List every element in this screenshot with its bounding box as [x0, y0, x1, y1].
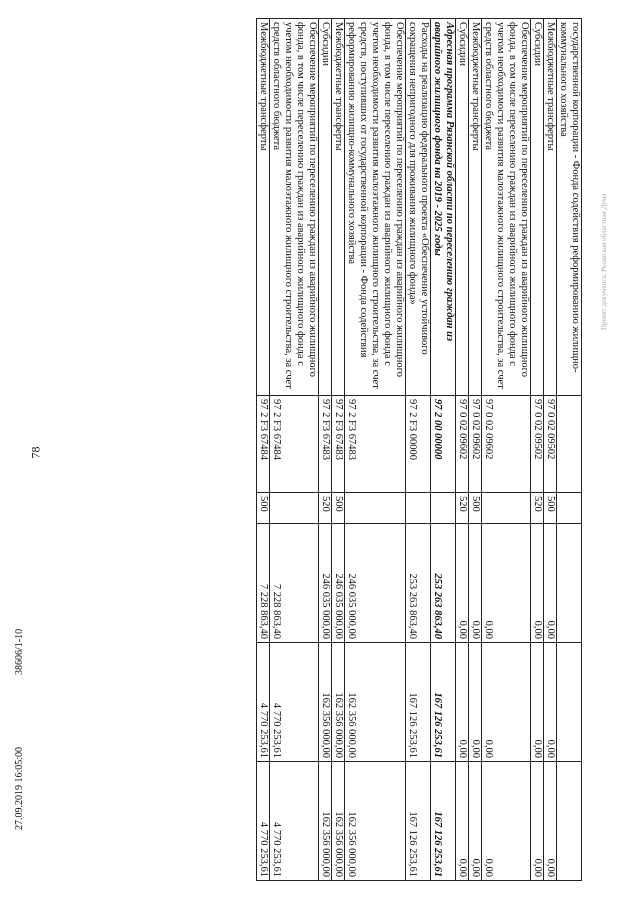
footer-datetime: 27.09.2019 16:05:00	[14, 746, 25, 830]
row-value-2019: 253 263 863,40	[431, 524, 456, 643]
table-row	[557, 19, 582, 881]
page-number: 78	[28, 446, 43, 459]
row-value-2021: 167 126 253,61	[431, 762, 456, 881]
budget-table-rotated	[86, 18, 582, 877]
row-value-2019: 246 035 000,00	[332, 524, 345, 643]
row-vr	[431, 493, 456, 524]
row-name: Субсидии	[319, 19, 332, 396]
row-value-2021: 167 126 253,61	[406, 762, 431, 881]
row-value-2020: 162 356 000,00	[345, 643, 406, 762]
row-name: Межбюджетные трансферты	[544, 19, 557, 396]
row-value-2021: 0,00	[544, 762, 557, 881]
row-name: Расходы на реализацию федерального проекта «Обеспечение устойчивого сокращения непригодного для проживания жилищного фонда»	[406, 19, 431, 396]
row-code: 97 2 F3 67483	[319, 396, 332, 493]
row-vr	[270, 493, 319, 524]
row-value-2020: 162 356 000,00	[332, 643, 345, 762]
row-value-2020: 0,00	[531, 643, 544, 762]
row-vr	[557, 493, 582, 524]
budget-table	[256, 18, 582, 881]
row-value-2021: 162 356 000,00	[345, 762, 406, 881]
row-value-2019	[557, 524, 582, 643]
side-watermark: Проект документа, Рязанская областная Дума	[600, 193, 608, 330]
row-code: 97 2 F3 67484	[270, 396, 319, 493]
row-code: 97 2 F3 00000	[406, 396, 431, 493]
row-code: 97 0 02 09502	[531, 396, 544, 493]
row-vr: 520	[456, 493, 469, 524]
row-value-2019: 246 035 000,00	[345, 524, 406, 643]
row-code	[557, 396, 582, 493]
table-row	[406, 19, 431, 881]
row-name: Субсидии	[456, 19, 469, 396]
row-value-2021: 0,00	[469, 762, 482, 881]
row-value-2019: 0,00	[469, 524, 482, 643]
row-name: Обеспечение мероприятий по переселению граждан из аварийного жилищного фонда, в том числе переселению граждан из аварийного жилищного фонда с учетом необходимости развития малоэтажного жилищного строительства, за счет средств областного бюджета	[482, 19, 531, 396]
row-name: Обеспечение мероприятий по переселению граждан из аварийного жилищного фонда, в том числе переселению граждан из аварийного жилищного фонда с учетом необходимости развития малоэтажного жилищного строительства, за счет средств, поступивших от государственной корпорации - Фонда содействия реформированию жилищно-коммунального хозяйства	[345, 19, 406, 396]
row-code: 97 0 02 09602	[456, 396, 469, 493]
row-value-2019: 0,00	[482, 524, 531, 643]
row-value-2021: 4 770 253,61	[257, 762, 270, 881]
row-vr: 520	[531, 493, 544, 524]
row-value-2021: 0,00	[456, 762, 469, 881]
row-value-2020: 162 356 000,00	[319, 643, 332, 762]
row-code: 97 2 F3 67484	[257, 396, 270, 493]
table-row	[531, 19, 544, 881]
table-row	[431, 19, 456, 881]
row-value-2020: 0,00	[544, 643, 557, 762]
row-name: Межбюджетные трансферты	[469, 19, 482, 396]
row-name: Субсидии	[531, 19, 544, 396]
row-value-2021	[557, 762, 582, 881]
row-value-2020: 4 770 253,61	[257, 643, 270, 762]
row-value-2020: 0,00	[482, 643, 531, 762]
row-value-2021: 0,00	[482, 762, 531, 881]
row-value-2019: 253 263 863,40	[406, 524, 431, 643]
row-name: государственной корпорации - Фонда содействия реформированию жилищно-коммунального хозяйства	[557, 19, 582, 396]
row-code: 97 0 02 09502	[544, 396, 557, 493]
row-value-2021: 4 770 253,61	[270, 762, 319, 881]
row-code: 97 2 F3 67483	[332, 396, 345, 493]
row-vr: 500	[469, 493, 482, 524]
row-code: 97 0 02 09602	[482, 396, 531, 493]
table-row	[319, 19, 332, 881]
row-code: 97 2 F3 67483	[345, 396, 406, 493]
table-row	[332, 19, 345, 881]
table-row	[469, 19, 482, 881]
row-name: Межбюджетные трансферты	[332, 19, 345, 396]
row-vr: 500	[544, 493, 557, 524]
row-vr: 500	[257, 493, 270, 524]
row-name: Обеспечение мероприятий по переселению граждан из аварийного жилищного фонда, в том числе переселению граждан из аварийного жилищного фонда с учетом необходимости развития малоэтажного жилищного строительства, за счет средств областного бюджета	[270, 19, 319, 396]
row-value-2020: 167 126 253,61	[406, 643, 431, 762]
table-row	[270, 19, 319, 881]
row-value-2019: 7 228 863,40	[270, 524, 319, 643]
row-value-2021: 162 356 000,00	[332, 762, 345, 881]
row-code: 97 0 02 09602	[469, 396, 482, 493]
row-vr	[406, 493, 431, 524]
table-row	[544, 19, 557, 881]
row-value-2019: 7 228 863,40	[257, 524, 270, 643]
table-row	[257, 19, 270, 881]
row-value-2019: 0,00	[531, 524, 544, 643]
row-value-2020	[557, 643, 582, 762]
row-name: Адресная программа Рязанской области по переселению граждан из аварийного жилищного фонда на 2019 - 2025 годы	[431, 19, 456, 396]
row-vr: 520	[319, 493, 332, 524]
row-vr	[345, 493, 406, 524]
row-value-2020: 4 770 253,61	[270, 643, 319, 762]
row-vr: 500	[332, 493, 345, 524]
row-value-2020: 0,00	[456, 643, 469, 762]
row-value-2019: 0,00	[544, 524, 557, 643]
row-value-2020: 167 126 253,61	[431, 643, 456, 762]
table-row	[345, 19, 406, 881]
row-value-2019: 246 035 000,00	[319, 524, 332, 643]
row-vr	[482, 493, 531, 524]
footer-doc-code: 38606/1-10	[14, 628, 25, 675]
row-name: Межбюджетные трансферты	[257, 19, 270, 396]
row-value-2021: 0,00	[531, 762, 544, 881]
row-value-2020: 0,00	[469, 643, 482, 762]
table-row	[482, 19, 531, 881]
row-value-2019: 0,00	[456, 524, 469, 643]
row-value-2021: 162 356 000,00	[319, 762, 332, 881]
table-row	[456, 19, 469, 881]
row-code: 97 2 00 00000	[431, 396, 456, 493]
